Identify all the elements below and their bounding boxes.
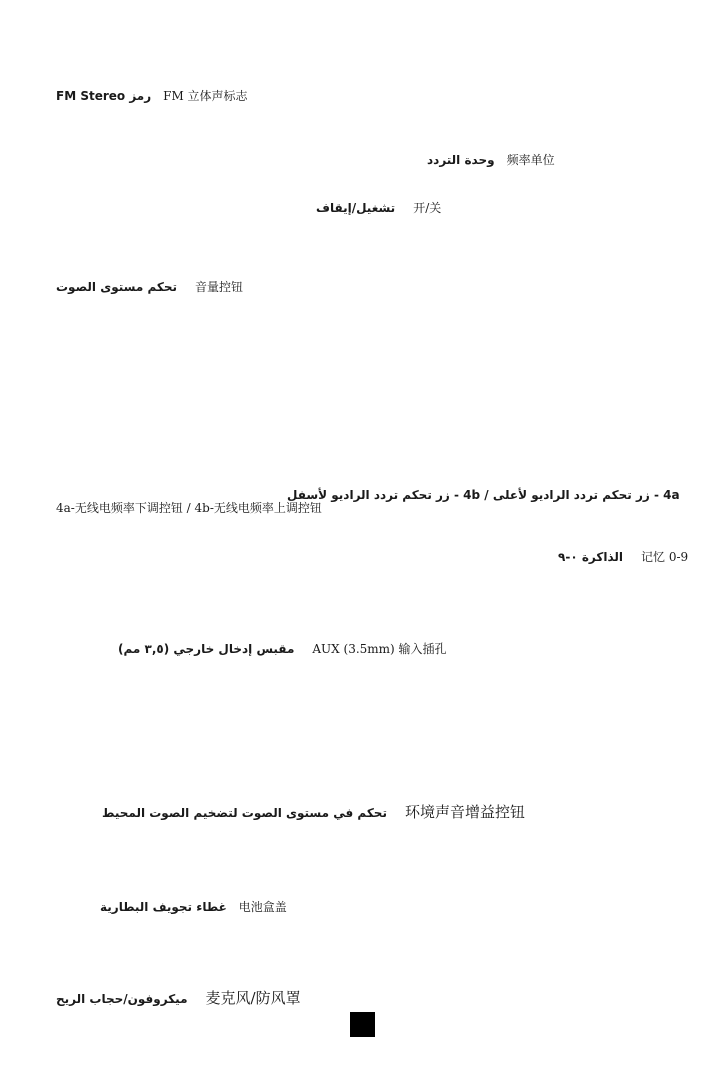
label-power-arabic: تشغيل/إيقاف: [316, 201, 396, 215]
label-ambient-gain-arabic: تحكم في مستوى الصوت لتضخيم الصوت المحيط: [102, 806, 387, 820]
label-memory-chinese: 记忆 0-9: [641, 550, 689, 564]
label-tuning-buttons-chinese-line: [56, 500, 322, 516]
label-ambient-gain: [102, 805, 525, 821]
label-volume-control-chinese: 音量控钮: [194, 280, 243, 294]
label-fm-stereo: [56, 88, 248, 104]
label-fm-stereo-arabic: رمز FM Stereo: [56, 89, 152, 103]
label-frequency-unit-arabic: وحدة التردد: [427, 153, 495, 167]
label-aux-input-chinese: AUX (3.5mm) 输入插孔: [312, 642, 447, 656]
label-memory: [558, 549, 688, 565]
label-power-chinese: 开/关: [413, 201, 442, 215]
label-volume-control: [56, 279, 243, 295]
label-battery-cover: [100, 899, 287, 915]
label-battery-cover-chinese: 电池盒盖: [238, 900, 287, 914]
label-ambient-gain-chinese: 环境声音增益控钮: [404, 803, 525, 821]
label-battery-cover-arabic: غطاء تجويف البطارية: [100, 900, 227, 914]
label-frequency-unit: [427, 152, 555, 168]
page-marker-square: [350, 1012, 375, 1037]
label-aux-input-arabic: مقبس إدخال خارجي (٣,٥ مم): [118, 642, 295, 656]
label-fm-stereo-chinese: FM 立体声标志: [163, 89, 248, 103]
label-microphone-chinese: 麦克风/防风罩: [205, 989, 301, 1007]
label-microphone-arabic: ميكروفون/حجاب الريح: [56, 992, 188, 1006]
label-frequency-unit-chinese: 频率单位: [506, 153, 555, 167]
label-tuning-buttons-chinese: 4a-无线电频率下调控钮 / 4b-无线电频率上调控钮: [56, 501, 322, 515]
label-volume-control-arabic: تحكم مستوى الصوت: [56, 280, 177, 294]
label-microphone: [56, 991, 301, 1007]
label-memory-arabic: الذاكرة ٠-٩: [558, 550, 624, 564]
label-tuning-buttons-arabic-line: [287, 487, 680, 503]
label-tuning-buttons-arabic: 4a - زر تحكم تردد الراديو لأعلى / 4b - زر تحكم تردد الراديو لأسفل: [287, 488, 680, 502]
label-power: [316, 200, 441, 216]
label-aux-input: [118, 641, 447, 657]
